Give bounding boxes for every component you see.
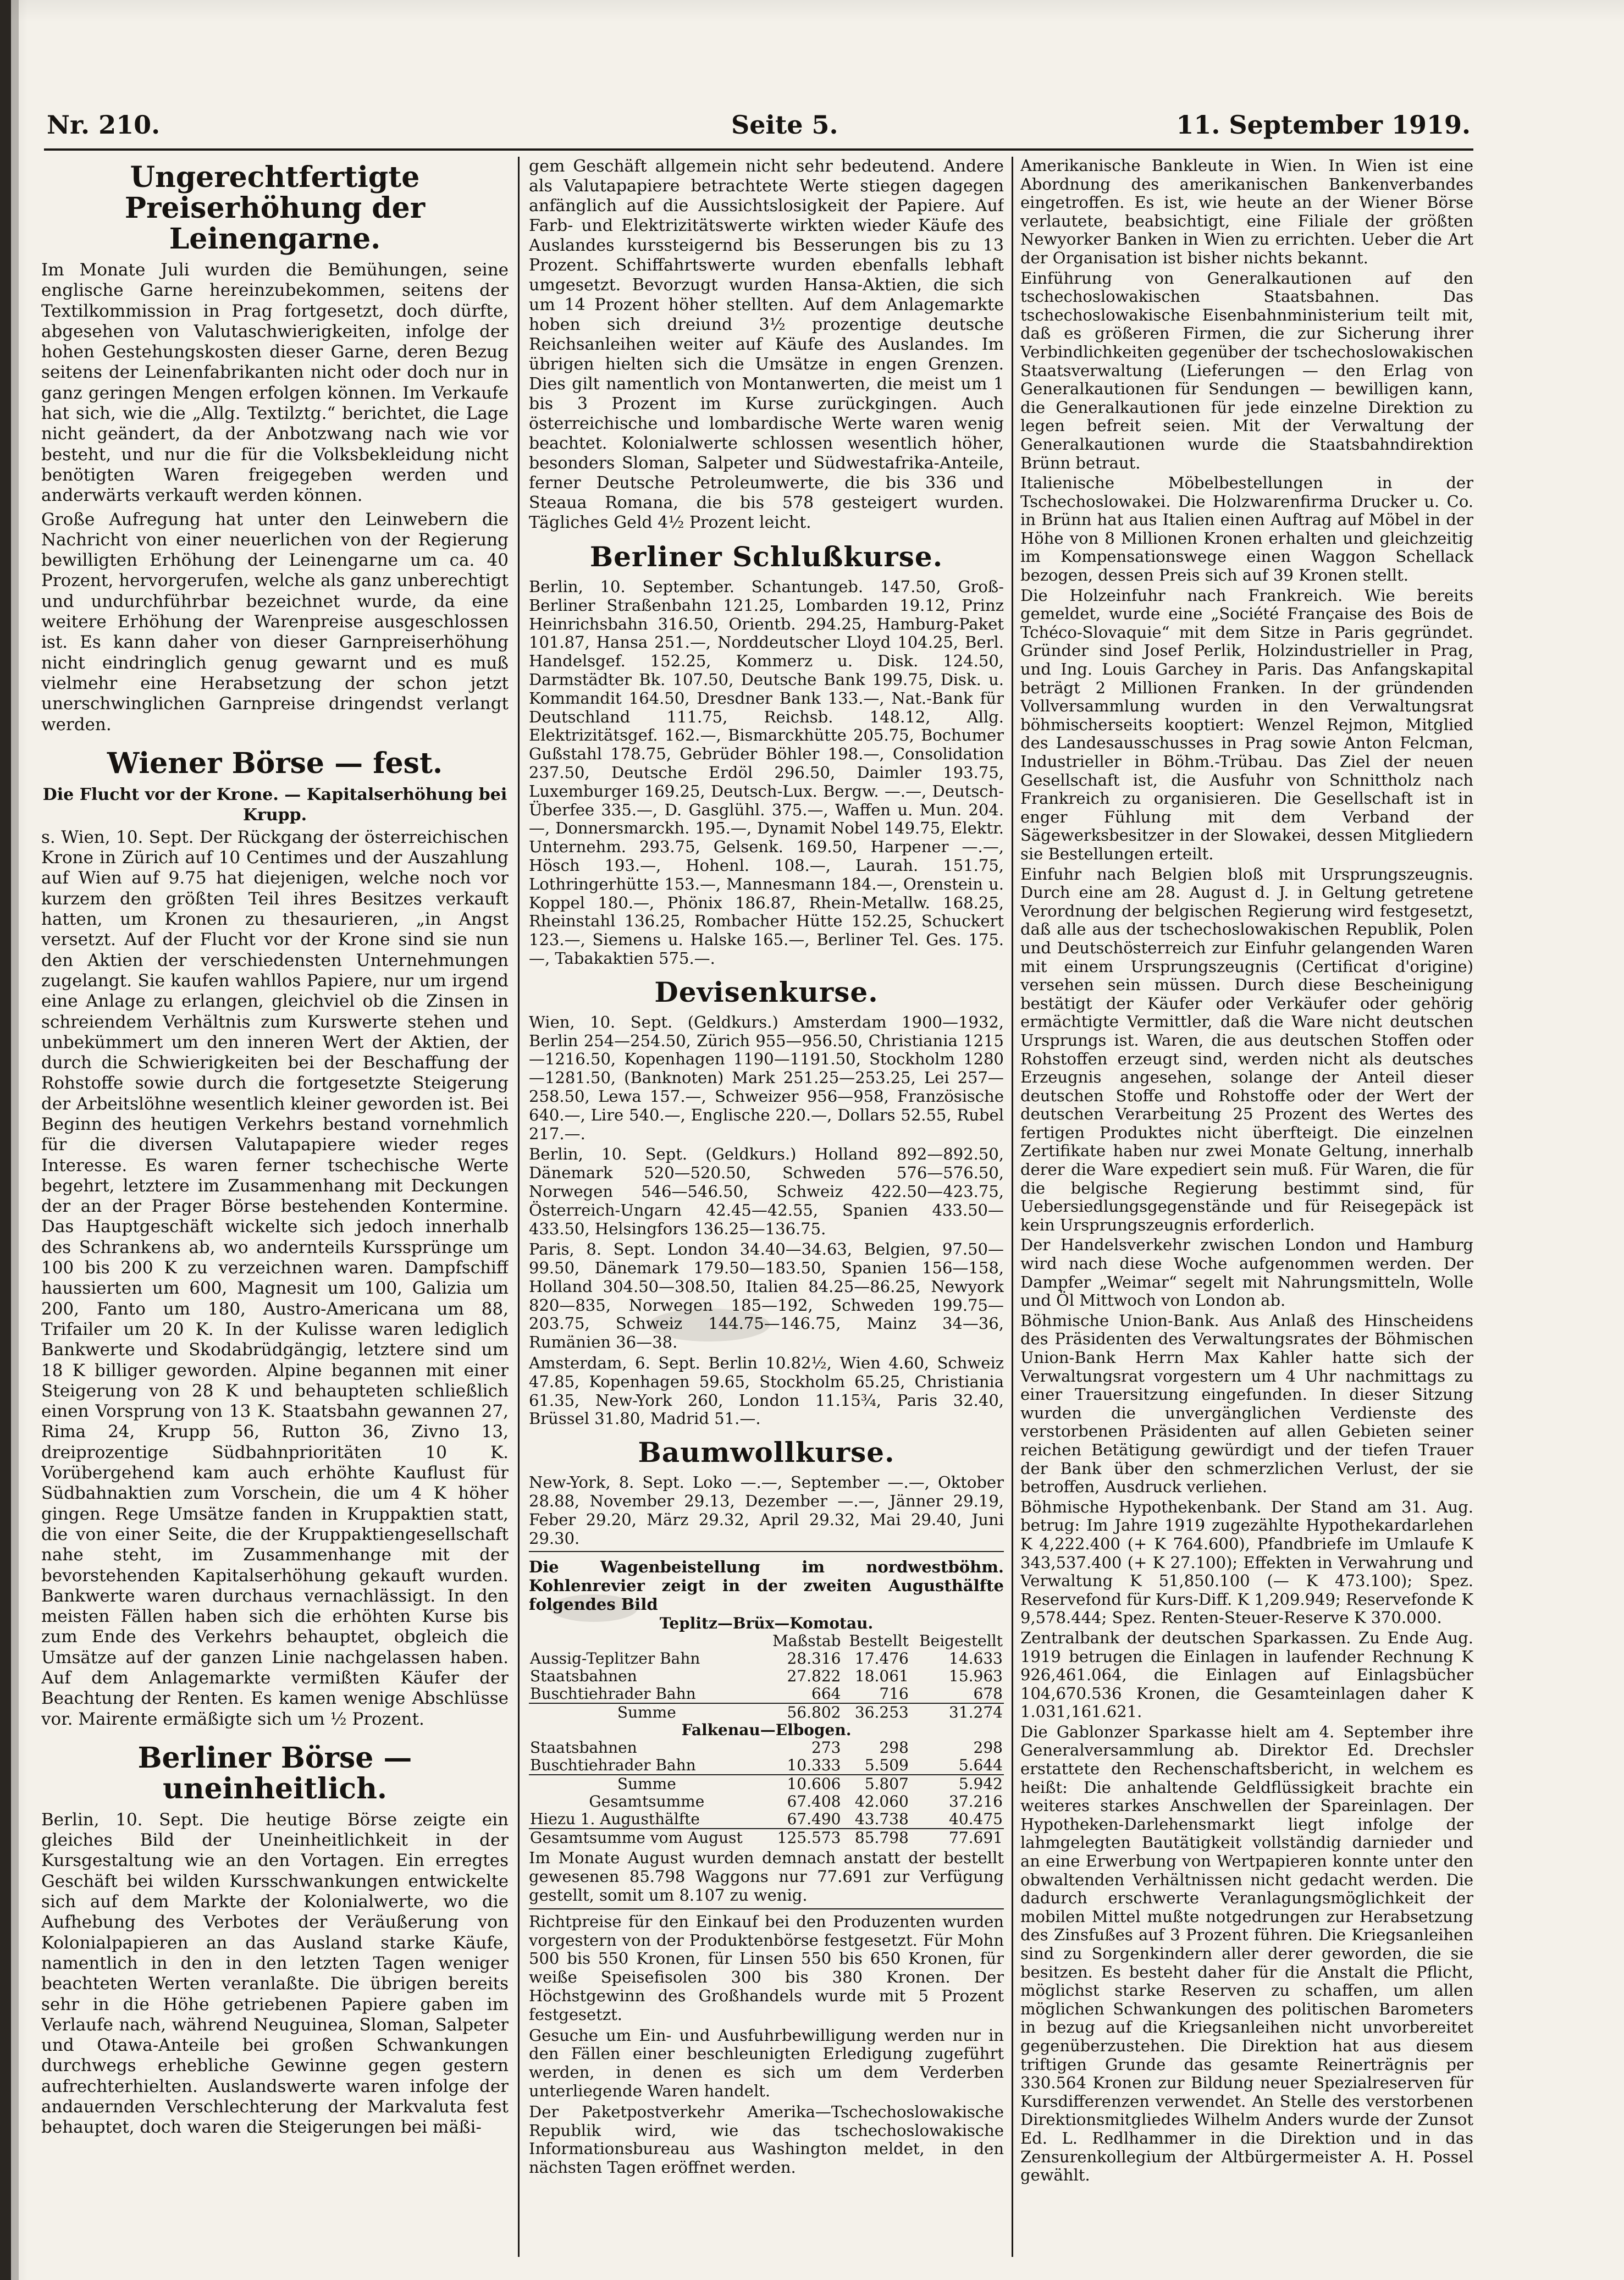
column-1 [41,157,509,2262]
table-cell: 43.738 [854,1810,909,1829]
column-3 [1020,157,1473,2262]
page-binding-shadow [11,0,19,2280]
table-cell: 77.691 [910,1829,1004,1847]
table-cell: 298 [879,1738,909,1757]
devisen-entry: Amsterdam, 6. Sept. Berlin 10.82½, Wien 4.60, Schweiz 47.85, Kopenhagen 59.65, Stockholm 65.25, Christiania 61.35, New-York 260, London 11.15¾, Paris 32.40, Brüssel 31.80, Madrid 51.—. [529,1354,1004,1428]
table-row [529,1668,1004,1685]
table-cell: Summe [529,1703,765,1721]
schlusskurse-list: Berlin, 10. September. Schantungeb. 147.50, Groß-Berliner Straßenbahn 121.25, Lombarden 19.12, Prinz Heinrichsbahn 316.50, Orientb. 294.25, Hamburg-Paket 101.87, Hansa 251.—, Norddeutscher Lloyd 104.25, Berl. Handelsgef. 152.25, Kommerz u. Disk. 124.50, Darmstädter Bk. 107.50, Deutsche Bank 199.75, Disk. u. Kommandit 164.50, Dresdner Bank 133.—, Nat.-Bank für Deutschland 111.75, Reichsb. 148.12, Allg. Elektrizitätsgef. 162.—, Bismarckhütte 205.75, Bochumer Gußstahl 178.75, Gebrüder Böhler 198.—, Consolidation 237.50, Deutsche Erdöl 296.50, Daimler 193.75, Luxemburger 169.25, Deutsch-Lux. Bergw. —.—, Deutsch-Überfee 335.—, D. Gasglühl. 375.—, Waffen u. Mun. 204.—, Donnersmarckh. 195.—, Dynamit Nobel 149.75, Elektr. Unternehm. 293.75, Gelsenk. 169.50, Harpener —.—, Hösch 193.—, Hohenl. 108.—, Laurah. 151.75, Lothringerhütte 153.—, Mannesmann 184.—, Orenstein u. Koppel 180.—, Phönix 186.87, Rhein-Metallw. 168.25, Rheinstahl 136.25, Rombacher Hütte 152.25, Schuckert 123.—, Siemens u. Halske 165.—, Berliner Tel. Ges. 175.—, Tabakaktien 575.—. [529,577,1004,968]
table-cell: 85.798 [842,1829,909,1847]
article-title-wiener-boerse: Wiener Börse — fest. [107,746,443,780]
table-cell: 40.475 [949,1810,1003,1829]
table-cell: 28.316 [787,1649,841,1668]
notice-paragraph: Richtpreise für den Einkauf bei den Produzenten wurden vorgestern von der Produktenbörse festgesetzt. Für Mohn 500 bis 550 Kronen, für Linsen 550 bis 650 Kronen, für weiße Speisefisolen 300 bis 380 Kronen. Der Höchstgewinn des Großhandels wurde mit 5 Prozent festgesetzt. [529,1912,1004,2024]
article-title-leinengarne: Ungerechtfertigte Preiserhöhung der Leinengarne. [124,161,426,256]
news-item: Die Gablonzer Sparkasse hielt am 4. September ihre Generalversammlung ab. Direktor Ed. Drechsler erstattete den Rechenschaftsbericht, in welchem es heißt: Die anhaltende Geldflüssigkeit brachte ein weiteres starkes Anschwellen der Spareinlagen. Der Hypotheken-Darlehensmarkt liegt infolge der lahmgelegten Bautätigkeit vollständig darnieder und an eine Erwerbung von Wertpapieren konnte unter den obwaltenden Verhältnissen nicht gedacht werden. Die dadurch erschwerte Veranlagungsmöglichkeit der mobilen Mittel mußte notgedrungen zur Herabsetzung des Zinsfußes auf 3 Prozent führen. Die Kriegsanleihen sind zu Sorgenkindern aller derer geworden, die sie besitzen. Es besteht daher für die Anstalt die Pflicht, möglichst starke Reserven zu schaffen, um allen möglichen Schwankungen des politischen Barometers in bezug auf die Kriegsanleihen nicht unvorbereitet gegenüberzustehen. Die Direktion hat aus diesem triftigen Grunde das gesamte Reinerträgnis per 330.564 Kronen zur Bildung neuer Spezialreserven für Kursdifferenzen verwendet. An Stelle des verstorbenen Direktionsmitgliedes Wilhelm Anders wurde der Zunsot Ed. L. Redlhammer in die Direktion und in das Zensurenkollegium der Altbürgermeister A. H. Possel gewählt. [1020,1722,1473,2185]
article-paragraph: s. Wien, 10. Sept. Der Rückgang der österreichischen Krone in Zürich auf 10 Centimes und der Auszahlung auf Wien auf 9.75 hat diejenigen, welche noch vor kurzem den größten Teil ihres Besitzes verkauft hatten, um Kronen zu thesaurieren, „in Angst versetzt. Auf der Flucht vor der Krone sind sie nun den Aktien der verschiedensten Unternehmungen zugelangt. Sie kaufen wahllos Papiere, nur um irgend eine Anlage zu erlangen, gleichviel ob die Zinsen in schreiendem Verhältnis zum Kurswerte stehen und unbekümmert um den inneren Wert der Aktien, der durch die Schwierigkeiten bei der Beschaffung der Rohstoffe sowie durch die fortgesetzte Steigerung der Arbeitslöhne wesentlich kleiner geworden ist. Bei Beginn des heutigen Verkehrs bestand vornehmlich für die diversen Valutapapiere wieder reges Interesse. Es waren ferner tschechische Werte begehrt, letztere im Zusammenhang mit Deckungen der an der Prager Börse bestehenden Kontermine. Das Hauptgeschäft wickelte sich jedoch innerhalb des Schrankens ab, wo andernteils Kurssprünge um 100 bis 200 K zu verzeichnen waren. Dampfschiff haussierten um 600, Magnesit um 100, Galizia um 200, Fanto um 180, Austro-Americana um 88, Trifailer um 20 K. In der Kulisse waren lediglich Bankwerte und Skodabrüdgängig, letztere sind um 18 K billiger geworden. Alpine begannen mit einer Steigerung von 28 K und behaupteten schließlich einen Vorsprung von 13 K. Staatsbahn gewannen 27, Rima 24, Krupp 56, Rutton 36, Zivno 13, dreiprozentige Südbahnprioritäten 10 K. Vorübergehend kam auch erhöhte Kauflust für Südbahnaktien zum Vorschein, die um 4 K höher gingen. Rege Umsätze fanden in Kruppaktien statt, die von einer Seite, die der Kruppaktiengesellschaft nahe steht, im Zusammenhange mit der bevorstehenden Kapitalserhöhung gekauft wurden. Bankwerte waren durchaus vernachlässigt. In den meisten Fällen haben sich die erhöhten Kurse bis zum Ende des Verkehrs behauptet, obgleich die Umsätze auf der ganzen Linie nachgelassen haben. Auf dem Anlagemarkte vermißten Käufer der Beachtung der Renten. Es kamen wenige Abschlüsse vor. Mairente ermäßigte sich um ½ Prozent. [41,827,509,1729]
table-header-cell: Beigestellt [919,1632,1003,1650]
issue-date: 11. September 1919. [1176,110,1471,140]
issue-number: Nr. 210. [47,110,161,140]
page-number: Seite 5. [731,110,838,140]
table-cell: 14.633 [949,1649,1003,1668]
table-row [529,1739,1004,1757]
table-cell: 17.476 [854,1649,909,1668]
table-cell: 37.216 [949,1792,1003,1811]
wagon-summary: Im Monate August wurden demnach anstatt der bestellt gewesenen 85.798 Waggons nur 77.691 zur Verfügung gestellt, somit um 8.107 zu wenig. [529,1848,1004,1905]
table-row [529,1793,1004,1810]
news-item: Zentralbank der deutschen Sparkassen. Zu Ende Aug. 1919 betrugen die Einlagen in laufender Rechnung K 926,461.064, die Einlagen auf Einlagsbücher 104,670.536 Kronen, die Gesamteinlagen daher K 1.031,161.621. [1020,1628,1473,1721]
article-title-berliner-boerse: Berliner Börse — uneinheitlich. [137,1741,412,1806]
table-row [529,1810,1004,1829]
devisen-entry: Paris, 8. Sept. London 34.40—34.63, Belgien, 97.50—99.50, Dänemark 179.50—183.50, Spanien 156—158, Holland 304.50—308.50, Italien 84.25—86.25, Newyork 820—835, Norwegen 185—192, Schweden 199.75—203.75, Schweiz 144.75—146.75, Mainz 34—36, Rumänien 36—38. [529,1240,1004,1352]
notice-paragraph: Der Paketpostverkehr Amerika—Tschechoslowakische Republik wird, wie das tschechoslowakische Informationsbureau aus Washington meldet, in den nächsten Tagen eröffnet werden. [529,2102,1004,2177]
table-cell: 31.274 [910,1703,1004,1721]
news-item: Einfuhr nach Belgien bloß mit Ursprungszeugnis. Durch eine am 28. August d. J. in Geltung getretene Verordnung der belgischen Regierung wird festgesetzt, daß alle aus der tschechoslowakischen Republik, Polen und Deutschösterreich zur Einfuhr gelangenden Waren mit einem Ursprungszeugnis (Certificat d'origine) versehen sein müssen. Durch diese Bescheinigung bestätigt der Käufer oder Verkäufer oder gehörig ermächtigte Vermittler, daß die Ware nicht deutschen Ursprungs ist. Waren, die aus deutschen Stoffen oder Rohstoffen erzeugt sind, werden nicht als deutsches Erzeugnis angesehen, solange der Anteil dieser deutschen Stoffe und Rohstoffe oder der Wert der deutschen Verarbeitung 25 Prozent des Wertes des fertigen Produktes nicht überfteigt. Die einzelnen Zertifikate haben nur zwei Monate Geltung, innerhalb derer die Ware expediert sein muß. Für Waren, die für die belgische Regierung bestimmt sind, für Uebersiedlungsgegenstände und für Reisegepäck ist kein Ursprungszeugnis erforderlich. [1020,864,1473,1234]
table-cell: 716 [879,1685,909,1703]
section-title-devisenkurse: Devisenkurse. [654,975,879,1008]
table-cell: 15.963 [949,1667,1003,1686]
news-item: Amerikanische Bankleute in Wien. In Wien ist eine Abordnung des amerikanischen Bankenverbandes eingetroffen. Es ist, wie heute an der Wiener Börse verlautete, beabsichtigt, eine Filiale der größten Newyorker Banken in Wien zu errichten. Ueber die Art der Organisation ist bisher nichts bekannt. [1020,157,1473,267]
section-title-schlusskurse: Berliner Schlußkurse. [589,540,943,573]
section-rule [529,1551,1004,1552]
news-item: Einführung von Generalkautionen auf den tschechoslowakischen Staatsbahnen. Das tschechoslowakische Eisenbahnministerium teilt mit, daß es größeren Firmen, die zur Sicherung ihrer Verbindlichkeiten gegenüber der tschechoslowakischen Staatsverwaltung (Lieferungen — den Erlag von Generalkautionen für Sendungen — bewilligen kann, die Generalkautionen für jede einzelne Direktion zu legen befreit seien. Mit der Verwaltung der Generalkautionen wurde die Staatsbahndirektion Brünn betraut. [1020,268,1473,472]
table-cell: 67.408 [787,1792,841,1811]
news-item: Der Handelsverkehr zwischen London und Hamburg wird nach diese Woche aufgenommen werden. Der Dampfer „Weimar“ segelt mit Nahrungsmitteln, Wolle und Öl Mittwoch von London ab. [1020,1235,1473,1310]
table-header-row [529,1632,1004,1650]
wagon-subtitle-teplitz: Teplitz—Brüx—Komotau. [659,1614,874,1633]
table-header-cell [529,1632,765,1650]
table-cell: 56.802 [765,1703,842,1721]
article-paragraph: Große Aufregung hat unter den Leinwebern die Nachricht von einer neuerlichen von der Regierung bewilligten Erhöhung der Leinengarne um ca. 40 Prozent, hervorgerufen, welche als ganz unberechtigt und undurchführbar bezeichnet wurde, da eine weitere Erhöhung der Warenpreise ausgeschlossen ist. Es kann daher von dieser Garnpreiserhöhung nicht eindringlich genug gewarnt und es muß vielmehr eine Herabsetzung der schon jetzt unerschwinglichen Garnpreise dringendst verlangt werden. [41,509,509,735]
table-cell: Aussig-Teplitzer Bahn [530,1649,700,1668]
print-smudge [550,1594,638,1622]
table-cell: 18.061 [854,1667,909,1686]
table-cell: 10.606 [765,1775,842,1793]
devisen-entry: Wien, 10. Sept. (Geldkurs.) Amsterdam 1900—1932, Berlin 254—254.50, Zürich 955—956.50, Christiania 1215—1216.50, Kopenhagen 1190—1191.50, Stockholm 1280—1281.50, (Banknoten) Mark 251.25—253.25, Lei 257—258.50, Lewa 157.—, Schweizer 956—958, Französische 640.—, Lire 540.—, Englische 220.—, Dollars 52.55, Rubel 217.—. [529,1012,1004,1143]
table-cell: 298 [973,1738,1003,1757]
news-item: Die Holzeinfuhr nach Frankreich. Wie bereits gemeldet, wurde eine „Société Française des Bois de Tchéco-Slovaquie“ mit dem Sitze in Paris gegründet. Gründer sind Josef Perlik, Holzindustrieller in Prag, und Ing. Louis Garchey in Paris. Das Anfangskapital beträgt 2 Millionen Franken. In der gründenden Vollversammlung wurden in den Verwaltungsrat böhmischerseits kooptiert: Wenzel Rejmon, Mitglied des Landesausschusses in Prag sowie Anton Felcman, Industrieller in Böhm.-Trübau. Das Ziel der neuen Gesellschaft ist, die Ausfuhr von Schnittholz nach Frankreich zu organisieren. Die Gesellschaft ist in enger Fühlung mit dem Verband der Sägewerksbesitzer in der Slowakei, dessen Mitgliedern sie Bestellungen erteilt. [1020,586,1473,863]
table-cell: Staatsbahnen [530,1738,637,1757]
table-header-cell: Maßstab [772,1632,841,1650]
table-cell: Buschtiehrader Bahn [530,1685,696,1703]
table-cell: 664 [811,1685,841,1703]
table-header-cell: Bestellt [849,1632,909,1650]
section-title-baumwollkurse: Baumwollkurse. [638,1436,895,1469]
table-row [529,1650,1004,1668]
table-cell: Gesamtsumme [589,1792,705,1811]
table-cell: 125.573 [765,1829,842,1847]
table-cell: Summe [529,1775,765,1793]
news-item: Italienische Möbelbestellungen in der Tschechoslowakei. Die Holzwarenfirma Drucker u. Co. in Brünn hat aus Italien einen Auftrag auf Möbel in der Höhe von 8 Millionen Kronen erhalten und gleichzeitig im Kompensationswege einen Waggon Schellack bezogen, dessen Preis sich auf 39 Kronen stellt. [1020,473,1473,585]
article-paragraph: Berlin, 10. Sept. Die heutige Börse zeigte ein gleiches Bild der Uneinheitlichkeit in der Kursgestaltung wie an den Vortagen. Ein erregtes Geschäft bei wilden Kursschwankungen entwickelte sich auf dem Markte der Kolonialwerte, wo die Aufhebung des Verbotes der Veräußerung von Kolonialpapieren an das Ausland starke Käufe, namentlich in den in den letzten Tagen weniger beachteten Werten veranlaßte. Die übrigen bereits sehr in die Höhe getriebenen Papiere gaben im Verlaufe nach, während Neuguinea, Sloman, Salpeter und Otawa-Anteile bei großen Schwankungen durchwegs erhebliche Gewinne gegen gestern aufrechterhielten. Auslandswerte waren infolge der andauernden Verschlechterung der Markvaluta fest behauptet, doch waren die Steigerungen bei mäßi- [41,1809,509,2138]
table-cell: 5.644 [958,1756,1003,1775]
table-cell: 5.942 [910,1775,1004,1793]
table-cell: Gesamtsumme vom August [529,1829,765,1847]
wagon-table-title: Die Wagenbeistellung im nordwestböhm. Kohlenrevier zeigt in der zweiten Augusthälfte folgendes Bild [529,1558,1004,1614]
news-item: Böhmische Hypothekenbank. Der Stand am 31. Aug. betrug: Im Jahre 1919 zugezählte Hypothekardarlehen K 4,222.400 (+ K 764.600), Pfandbriefe im Umlaufe K 343,537.400 (+ K 27.100); Effekten in Verwahrung und Verwaltung K 51,850.100 (— K 473.100); Spez. Reservefond für Kurs-Diff. K 1,209.949; Reservefonde K 9,578.444; Spez. Renten-Steuer-Reserve K 370.000. [1020,1497,1473,1627]
devisen-entry: Berlin, 10. Sept. (Geldkurs.) Holland 892—892.50, Dänemark 520—520.50, Schweden 576—576.50, Norwegen 546—546.50, Schweiz 422.50—423.75, Österreich-Ungarn 42.45—42.55, Spanien 433.50—433.50, Helsingfors 136.25—136.75. [529,1145,1004,1238]
table-cell: 273 [811,1738,841,1757]
notice-paragraph: Gesuche um Ein- und Ausfuhrbewilligung werden nur in den Fällen einer beschleunigten Erledigung zugeführt werden, in denen es sich um dem Verderben unterliegende Waren handelt. [529,2025,1004,2101]
table-row [529,1685,1004,1703]
header-rule [44,148,1473,151]
article-paragraph: Im Monate Juli wurden die Bemühungen, seine englische Garne hereinzubekommen, seitens der Textilkommission in Prag fortgesetzt, doch dürfte, abgesehen von Valutaschwierigkeiten, infolge der hohen Gestehungskosten dieser Garne, deren Bezug seitens der Leinenfabrikanten nicht oder doch nur in ganz geringen Mengen erfolgen können. Im Verkaufe hat sich, wie die „Allg. Textilztg.“ berichtet, die Lage nicht geändert, da der Anbotzwang nach wie vor besteht, und nur die für die Volksbekleidung nicht benötigten Waren freigegeben werden und anderwärts verkauft werden können. [41,260,509,506]
wagon-table [529,1632,1004,1847]
table-cell: Buschtiehrader Bahn [530,1756,696,1775]
table-cell: Staatsbahnen [530,1667,637,1686]
table-cell: 27.822 [787,1667,841,1686]
table-cell: 42.060 [854,1792,909,1811]
table-cell: 36.253 [842,1703,909,1721]
page-header [47,110,1471,148]
table-row [529,1757,1004,1775]
table-sum-row [529,1775,1004,1793]
table-cell: 678 [973,1685,1003,1703]
news-item: Böhmische Union-Bank. Aus Anlaß des Hinscheidens des Präsidenten des Verwaltungsrates der Böhmischen Union-Bank Herrn Max Kahler hatte sich der Verwaltungsrat vorgestern um 4 Uhr nachmittags zu einer Trauersitzung eingefunden. In dieser Sitzung wurden die unvergänglichen Verdienste des verstorbenen Präsidenten auf allen Gebieten seiner reichen Betätigung gewürdigt und der tiefen Trauer der Bank über den schmerzlichen Verlust, der sie betroffen, Ausdruck verliehen. [1020,1311,1473,1497]
column-2 [529,157,1004,2262]
baumwolle-entry: New-York, 8. Sept. Loko —.—, September —.—, Oktober 28.88, November 29.13, Dezember —.—, Jänner 29.19, Feber 29.20, März 29.32, April 29.32, Mai 29.40, Juni 29.30. [529,1473,1004,1548]
table-cell: 5.807 [842,1775,909,1793]
table-cell: 67.490 [787,1810,841,1829]
column-rule-1 [518,157,520,2257]
table-cell: Hiezu 1. Augusthälfte [530,1810,700,1829]
page-binding-edge [0,0,11,2280]
section-rule [529,1908,1004,1909]
column-rule-2 [1012,157,1013,2257]
table-cell: 10.333 [787,1756,841,1775]
table-sum-row [529,1829,1004,1847]
table-sum-row [529,1703,1004,1721]
article-subtitle-wiener-boerse: Die Flucht vor der Krone. — Kapitalserhöhung bei Krupp. [42,785,507,825]
wagon-subtitle-falkenau: Falkenau—Elbogen. [681,1721,852,1740]
print-smudge [649,1309,770,1341]
table-cell: 5.509 [864,1756,909,1775]
article-paragraph: gem Geschäft allgemein nicht sehr bedeutend. Andere als Valutapapiere betrachtete Werte stiegen dagegen anfänglich auf die Aussichtslosigkeit der Papiere. Auf Farb- und Elektrizitätswerte wirkten wieder Käufe des Auslandes kurssteigernd bis Besserungen bis zu 13 Prozent. Schiffahrtswerte wurden ebenfalls lebhaft umgesetzt. Bevorzugt wurden Hansa-Aktien, die sich um 14 Prozent höher stellten. Auf dem Anlagemarkte hoben sich dreiund 3½ prozentige deutsche Reichsanleihen weiter auf Käufe des Auslandes. Im übrigen hielten sich die Umsätze in engen Grenzen. Dies gilt namentlich von Montanwerten, die meist um 1 bis 3 Prozent im Kurse zurückgingen. Auch österreichische und lombardische Werte waren wenig beachtet. Kolonialwerte schlossen wesentlich höher, besonders Sloman, Salpeter und Südwestafrika-Anteile, ferner Deutsche Petroleumwerte, die bis 336 und Steaua Romana, die bis 578 gesteigert wurden. Tägliches Geld 4½ Prozent leicht. [529,157,1004,532]
table-subheader-row [529,1721,1004,1739]
